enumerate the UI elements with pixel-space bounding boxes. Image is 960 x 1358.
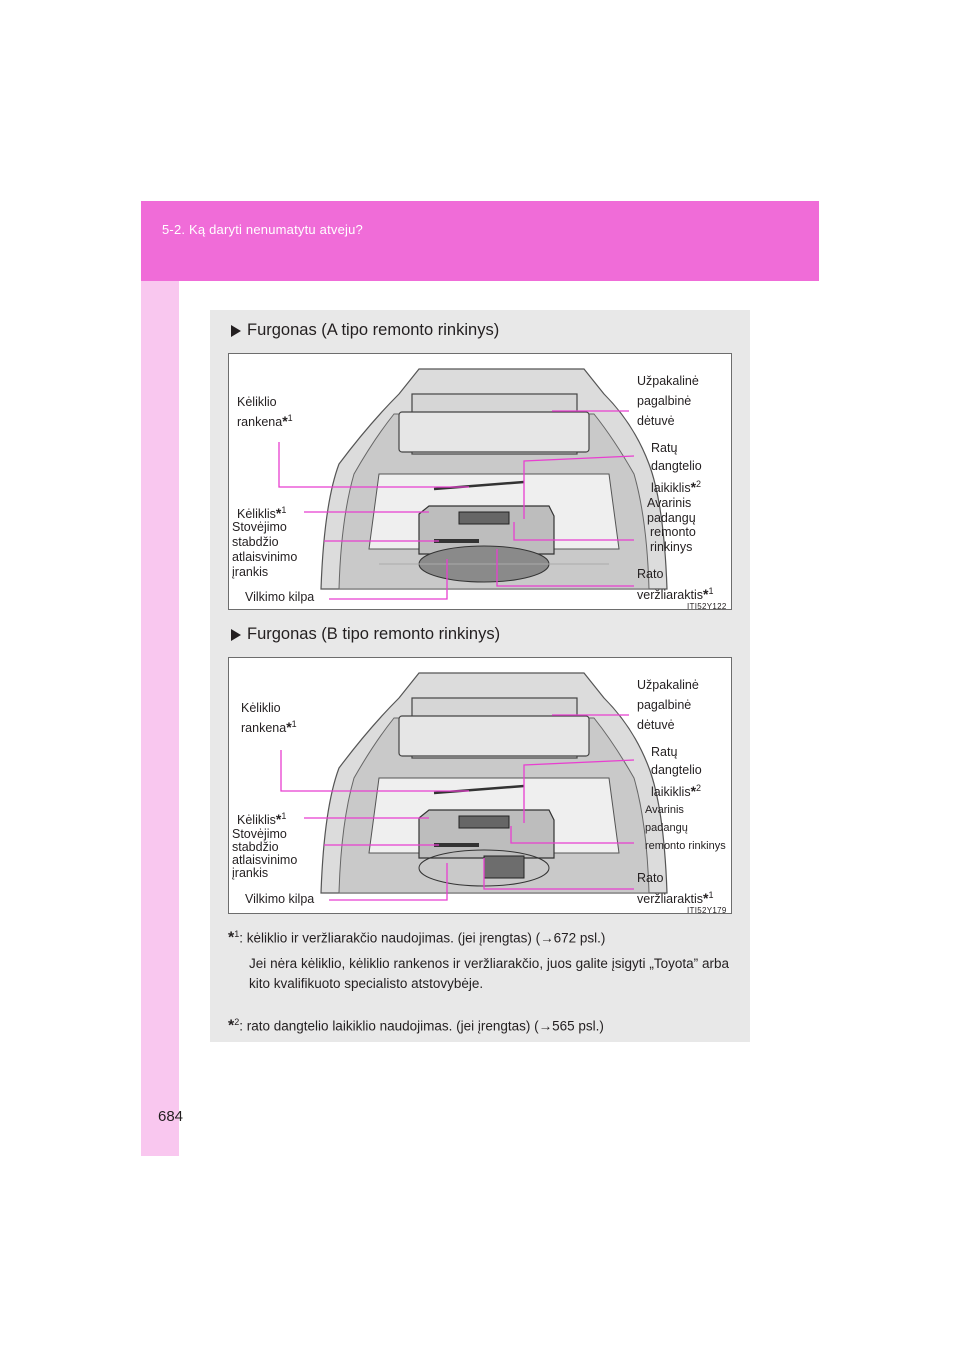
image-code: ITI52Y179 [687,906,727,915]
section-b-title-text: Furgonas (B tipo remonto rinkinys) [247,625,501,643]
label-jack-handle: Kėliklio rankena*$^1$ [241,701,297,736]
label-wheel-cap-holder: Ratų dangtelio laikiklis*$^2$ [651,745,702,800]
section-b-title [231,625,500,644]
label-repair-kit: Avarinis padangų remonto rinkinys [647,496,696,554]
label-rear-tray: Užpakalinė pagalbinė dėtuvė [637,678,699,732]
side-strip [141,281,179,1156]
section-a-title-text: Furgonas (A tipo remonto rinkinys) [247,321,500,339]
cover-shape [399,716,589,756]
section-breadcrumb: 5-2. Ką daryti nenumatytu atveju? [162,222,363,237]
label-rear-tray: Užpakalinė pagalbinė dėtuvė [637,374,699,428]
triangle-bullet-icon [231,629,241,641]
trunk-diagram-a [228,353,732,610]
label-towing-eyelet: Vilkimo kilpa [245,590,315,604]
jack-shape [459,512,509,524]
label-parking-brake-tool: Stovėjimo stabdžio atlaisvinimo įrankis [232,520,298,579]
image-code: ITI52Y122 [687,602,727,611]
label-parking-brake-tool: Stovėjimo stabdžio atlaisvinimo įrankis [232,827,298,880]
label-wheel-wrench: Rato veržliaraktis*$^1$ [637,871,714,907]
cover-shape [399,412,589,452]
trunk-diagram-b [228,657,732,914]
label-jack-handle: Kėliklio rankena*$^1$ [237,395,293,430]
jack-shape [459,816,509,828]
label-towing-eyelet: Vilkimo kilpa [245,892,315,906]
header-band [141,201,819,281]
footnote-1: *$^1$: kėliklio ir veržliarakčio naudojimas. (jei įrengtas) (→672 psl.) [228,929,606,947]
repair-kit-box [484,856,524,878]
footnote-1-note: Jei nėra kėliklio, kėliklio rankenos ir veržliarakčio, juos galite įsigyti „Toyota” arba kito kvalifikuoto specialisto atstovybėje. [249,956,729,991]
label-jack: Kėliklis*$^1$ [237,505,287,522]
triangle-bullet-icon [231,325,241,337]
label-jack: Kėliklis*$^1$ [237,811,287,828]
page-number: 684 [158,1108,184,1125]
footnote-2: *$^2$: rato dangtelio laikiklio naudojimas. (jei įrengtas) (→565 psl.) [228,1017,604,1035]
label-wheel-wrench: Rato veržliaraktis*$^1$ [637,567,714,603]
label-wheel-cap-holder: Ratų dangtelio laikiklis*$^2$ [651,441,702,496]
section-a-title [231,321,499,340]
label-repair-kit: Avarinis padangų remonto rinkinys [645,804,726,852]
